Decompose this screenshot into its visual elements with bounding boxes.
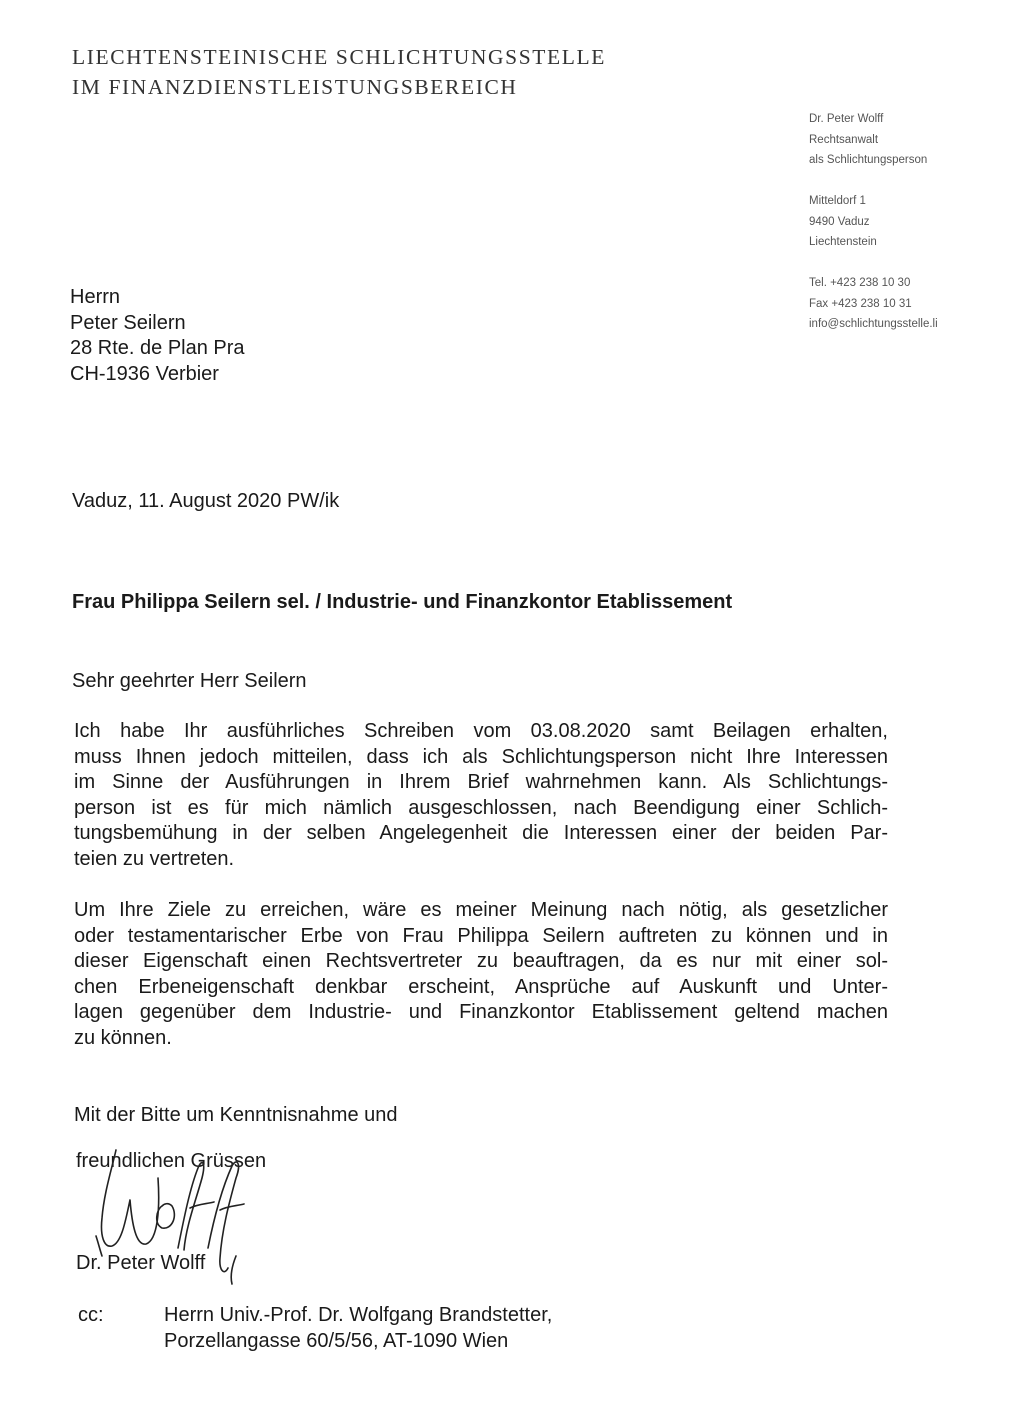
sender-fax: Fax +423 238 10 31 — [809, 297, 912, 310]
recipient-address — [70, 285, 245, 387]
paragraph-line: teien zu vertreten. — [74, 847, 235, 870]
recipient-street: 28 Rte. de Plan Pra — [70, 337, 245, 359]
cc-line-1: Herrn Univ.-Prof. Dr. Wolfgang Brandstetter, — [164, 1304, 553, 1326]
sender-name: Dr. Peter Wolff — [809, 113, 884, 125]
paragraph-line: chen Erbeneigenschaft denkbar erscheint, Ansprüche auf Auskunft und Unter- — [74, 975, 888, 998]
paragraph-2 — [74, 898, 888, 1051]
recipient-salutation: Herrn — [70, 286, 121, 308]
paragraph-line: Ich habe Ihr ausführliches Schreiben vom 03.08.2020 samt Beilagen erhalten, — [74, 720, 888, 742]
sender-tel: Tel. +423 238 10 30 — [809, 277, 911, 289]
letterhead-line-2: IM FINANZDIENSTLEISTUNGSBEREICH — [72, 75, 518, 99]
closing-line-1: Mit der Bitte um Kenntnisnahme und — [74, 1104, 398, 1126]
cc-line-2: Porzellangasse 60/5/56, AT-1090 Wien — [164, 1329, 509, 1352]
sender-street: Mitteldorf 1 — [809, 195, 866, 207]
closing-line-2: freundlichen Grüssen — [76, 1150, 267, 1172]
paragraph-line: dieser Eigenschaft einen Rechtsvertreter zu beauftragen, da es nur mit einer sol- — [74, 950, 888, 972]
cc-recipient — [164, 1303, 552, 1354]
paragraph-1 — [74, 719, 888, 872]
recipient-city: CH-1936 Verbier — [70, 362, 219, 385]
sender-city: 9490 Vaduz — [809, 215, 870, 228]
paragraph-line: Um Ihre Ziele zu erreichen, wäre es meiner Meinung nach nötig, als gesetzlicher — [74, 899, 888, 921]
sender-country: Liechtenstein — [809, 236, 877, 248]
letterhead-line-1: LIECHTENSTEINISCHE SCHLICHTUNGSSTELLE — [72, 45, 606, 69]
paragraph-line: zu können. — [74, 1026, 172, 1049]
signer-name: Dr. Peter Wolff — [76, 1252, 206, 1274]
paragraph-line: muss Ihnen jedoch mitteilen, dass ich als Schlichtungsperson nicht Ihre Interessen — [74, 745, 888, 768]
recipient-name: Peter Seilern — [70, 311, 186, 334]
cc-label: cc: — [78, 1304, 104, 1326]
paragraph-line: lagen gegenüber dem Industrie- und Finanzkontor Etablissement geltend machen — [74, 1001, 888, 1023]
paragraph-line: person ist es für mich nämlich ausgeschlossen, nach Beendigung einer Schlich- — [74, 796, 888, 819]
letterhead — [72, 42, 606, 102]
sender-title: Rechtsanwalt — [809, 133, 879, 146]
subject-line: Frau Philippa Seilern sel. / Industrie- und Finanzkontor Etablissement — [72, 591, 733, 613]
paragraph-line: oder testamentarischer Erbe von Frau Philippa Seilern auftreten zu können und in — [74, 924, 888, 947]
sender-email: info@schlichtungsstelle.li — [809, 318, 938, 330]
sender-block — [809, 109, 938, 335]
salutation: Sehr geehrter Herr Seilern — [72, 670, 307, 692]
paragraph-line: tungsbemühung in der selben Angelegenheit die Interessen einer der beiden Par- — [74, 822, 888, 844]
paragraph-line: im Sinne der Ausführungen in Ihrem Brief wahrnehmen kann. Als Schlichtungs- — [74, 771, 888, 793]
dateline: Vaduz, 11. August 2020 PW/ik — [72, 490, 340, 512]
sender-role: als Schlichtungsperson — [809, 154, 928, 166]
